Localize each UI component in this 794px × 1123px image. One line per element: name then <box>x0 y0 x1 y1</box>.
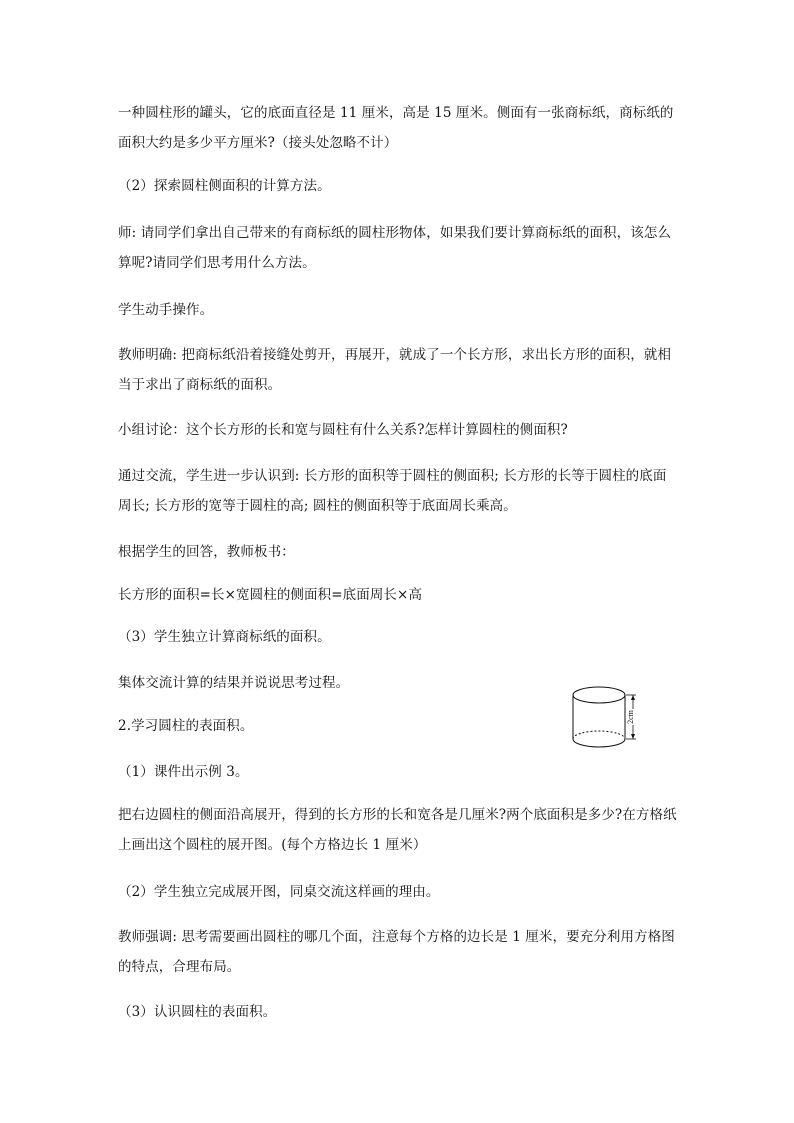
paragraph-teacher-clarify: 教师明确: 把商标纸沿着接缝处剪开，再展开，就成了一个长方形，求出长方形的面积，就相当于求出了商标纸的面积。 <box>118 347 672 393</box>
cylinder-figure <box>570 684 645 750</box>
paragraph-surface-area-heading: 2.学习圆柱的表面积。 <box>118 718 254 734</box>
paragraph-can-problem: 一种圆柱形的罐头，它的底面直径是 11 厘米，高是 15 厘米。侧面有一张商标纸，商标纸的面积大约是多少平方厘米?（接头处忽略不计） <box>118 105 674 151</box>
paragraph-example-3: （1）课件出示例 3。 <box>118 764 249 780</box>
paragraph-independent-complete: （2）学生独立完成展开图，同桌交流这样画的理由。 <box>118 884 440 900</box>
paragraph-step-3-calc: （3）学生独立计算商标纸的面积。 <box>118 629 331 645</box>
paragraph-collective-exchange: 集体交流计算的结果并说说思考过程。 <box>118 675 350 691</box>
paragraph-teacher-question: 师: 请同学们拿出自己带来的有商标纸的圆柱形物体，如果我们要计算商标纸的面积，该怎么算呢?请同学们思考用什么方法。 <box>118 225 672 271</box>
paragraph-exchange-conclusion: 通过交流，学生进一步认识到: 长方形的面积等于圆柱的侧面积; 长方形的长等于圆柱的底面周长; 长方形的宽等于圆柱的高; 圆柱的侧面积等于底面周长乘高。 <box>118 468 667 514</box>
paragraph-step-2-explore: （2）探索圆柱侧面积的计算方法。 <box>118 178 331 194</box>
paragraph-formula: 长方形的面积=长×宽圆柱的侧面积=底面周长×高 <box>118 587 423 603</box>
cylinder-height-label: 2cm <box>626 710 635 724</box>
paragraph-step-3-surface: （3）认识圆柱的表面积。 <box>118 1004 277 1020</box>
paragraph-unfold-task: 把右边圆柱的侧面沿高展开，得到的长方形的长和宽各是几厘米?两个底面积是多少?在方格纸上画出这个圆柱的展开图。(每个方格边长 1 厘米） <box>118 807 677 853</box>
paragraph-board-intro: 根据学生的回答，教师板书： <box>118 544 295 560</box>
paragraph-student-operate: 学生动手操作。 <box>118 302 214 318</box>
cylinder-icon <box>570 684 645 750</box>
paragraph-teacher-emphasis: 教师强调: 思考需要画出圆柱的哪几个面，注意每个方格的边长是 1 厘米，要充分利用方格图的特点，合理布局。 <box>118 929 675 975</box>
paragraph-group-discussion: 小组讨论：这个长方形的长和宽与圆柱有什么关系?怎样计算圆柱的侧面积? <box>118 422 568 438</box>
